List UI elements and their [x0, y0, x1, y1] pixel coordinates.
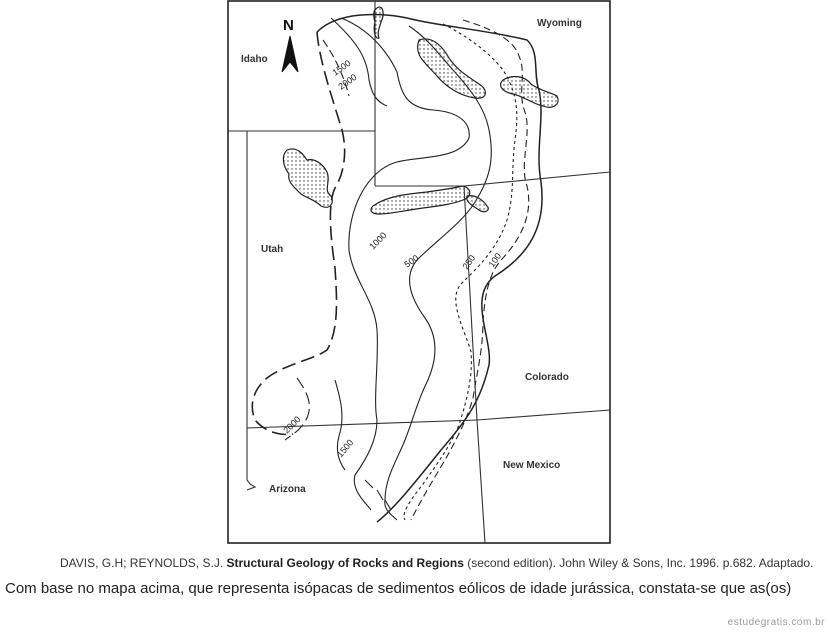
state-label-new-mexico: New Mexico — [503, 460, 561, 471]
citation-title: Structural Geology of Rocks and Regions — [226, 556, 464, 570]
contour-label-500: 500 — [402, 252, 421, 270]
state-label-idaho: Idaho — [241, 54, 268, 65]
contour-label-1500-south: 1500 — [334, 437, 356, 460]
map-figure — [227, 0, 611, 545]
isopach-map — [227, 0, 611, 545]
contour-label-100: 100 — [486, 251, 504, 270]
question-text: Com base no mapa acima, que representa isópacas de sedimentos eólicos de idade jurássica, constata-se que as(os) — [5, 580, 792, 597]
watermark: estudegratis.com.br — [727, 617, 825, 628]
contour-label-2000-north: 2000 — [336, 71, 359, 92]
state-label-colorado: Colorado — [525, 372, 569, 383]
state-label-utah: Utah — [261, 244, 284, 255]
state-label-wyoming: Wyoming — [537, 18, 582, 29]
state-label-arizona: Arizona — [269, 484, 306, 495]
contour-label-2000-south: 2000 — [281, 414, 303, 436]
contour-label-1500-north: 1500 — [330, 57, 353, 78]
contour-label-1000: 1000 — [367, 230, 389, 252]
north-label: N — [283, 17, 294, 34]
citation — [60, 556, 813, 570]
citation-authors: DAVIS, G.H; REYNOLDS, S.J. — [60, 556, 224, 570]
contour-label-250: 250 — [460, 253, 478, 272]
citation-rest: (second edition). John Wiley & Sons, Inc. 1996. p.682. Adaptado. — [467, 556, 814, 570]
